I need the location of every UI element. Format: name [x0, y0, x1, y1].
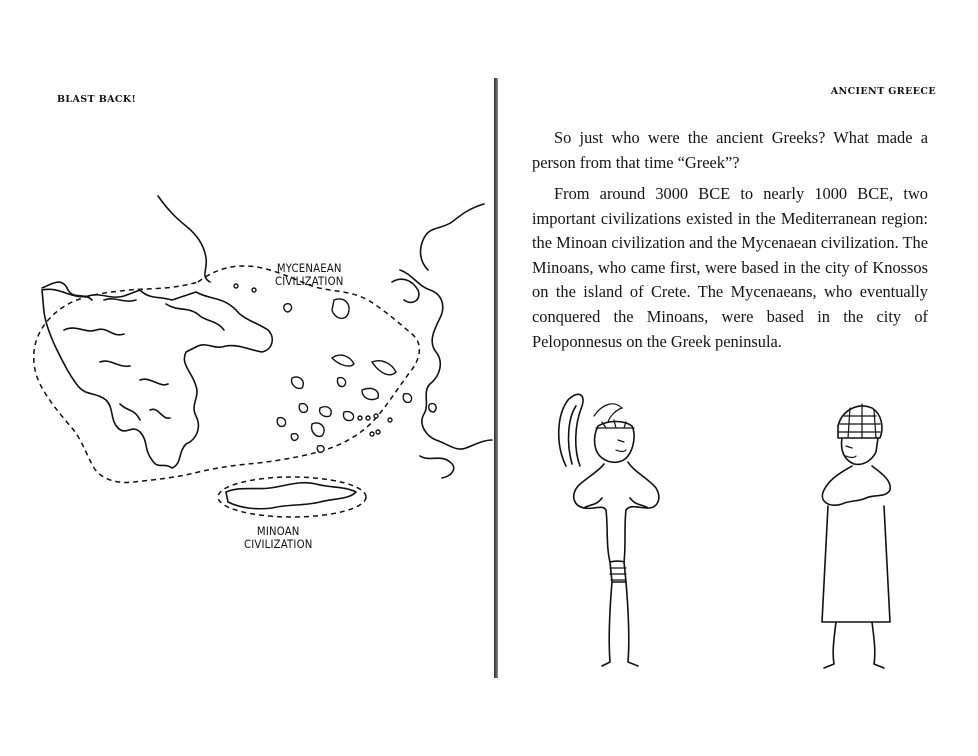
- greek-mainland: [42, 289, 272, 468]
- crete-island: [226, 483, 356, 509]
- illustration-two-figures: [498, 386, 978, 686]
- mycenaean-label-line-2: CIVILIZATION: [275, 274, 344, 288]
- minoan-label: [244, 525, 312, 551]
- minoan-figure: [559, 394, 659, 666]
- left-running-head: BLAST BACK!: [57, 94, 137, 105]
- anatolian-coast-peninsula: [392, 279, 419, 302]
- mycenaean-figure: [822, 404, 890, 668]
- minoan-label-line-1: MINOAN: [256, 524, 300, 538]
- minoan-label-line-2: CIVILIZATION: [244, 537, 313, 551]
- mycenaean-label-line-1: MYCENAEAN: [276, 261, 342, 275]
- aegean-islands: [234, 284, 436, 452]
- right-running-head: ANCIENT GREECE: [830, 86, 936, 97]
- paragraph-1: So just who were the ancient Greeks? What made a person from that time “Greek”?: [532, 128, 928, 172]
- mycenaean-label: [275, 262, 343, 288]
- right-page: [498, 0, 978, 756]
- paragraph-2: From around 3000 BCE to nearly 1000 BCE, two important civilizations existed in the Mediterranean region: the Minoan civilization and the Mycenaean civilization. The Minoans, who came first, were based in the city of Knossos on the island of Crete. The Mycenaeans, who eventually conquered the Minoans, were based in the city of Peloponnesus on the Greek peninsula.: [532, 184, 928, 351]
- anatolian-coast: [400, 204, 492, 478]
